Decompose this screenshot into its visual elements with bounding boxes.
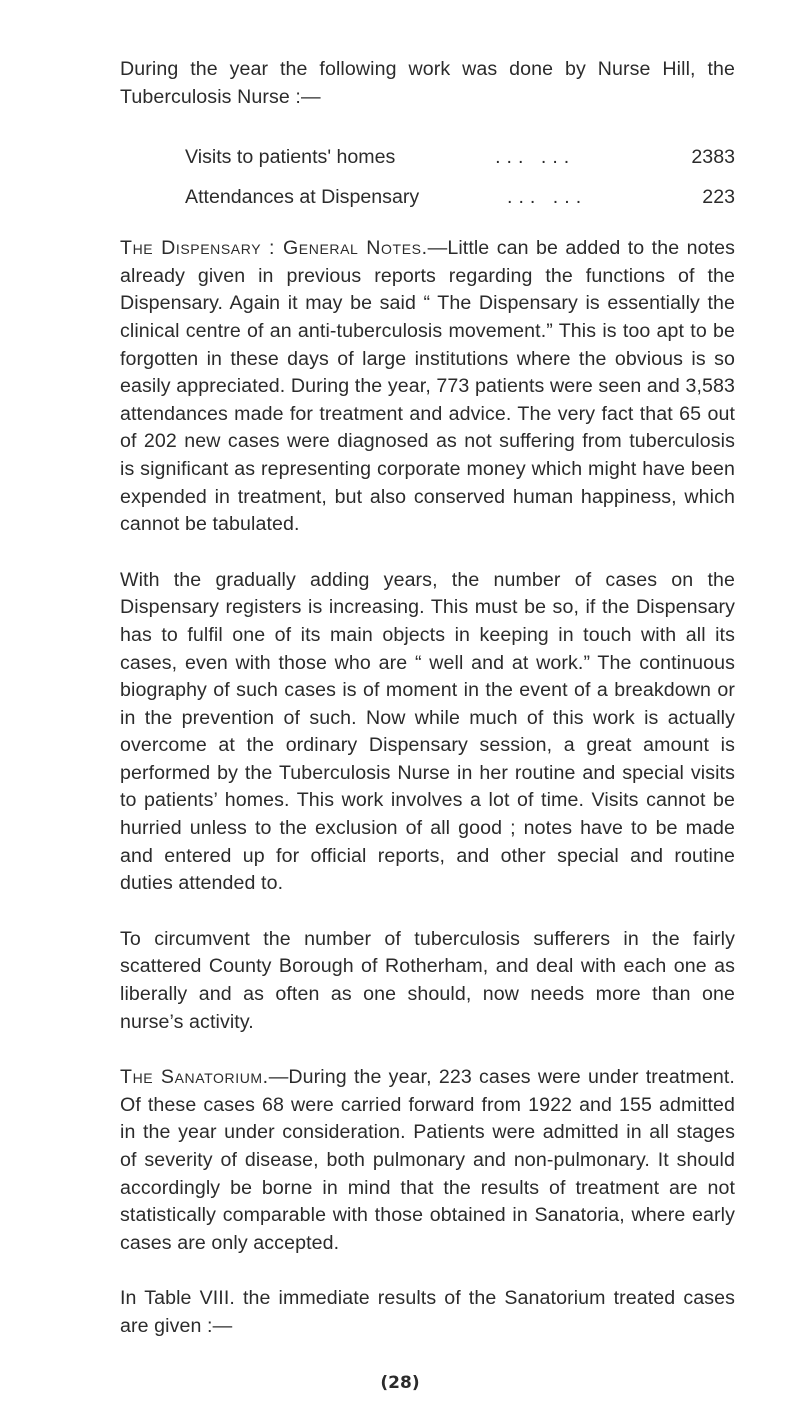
stat-label: Attendances at Dispensary (185, 186, 420, 209)
stat-value: 2383 (691, 146, 735, 169)
sanatorium-text: —During the year, 223 cases were under treatment. Of these cases 68 were carried forward from 1922 and 155 admitted in the year under consideration. Patients were admitted in all stages of severity of disease, both pulmonary and non-pulmonary. It should accordingly be borne in mind that the results of treatment are not statistically comparable with those obtained in Sanatoria, where early cases are only accepted. (120, 1066, 735, 1254)
stat-row-visits (185, 137, 735, 177)
circumvent-paragraph: To circumvent the number of tuberculosis sufferers in the fairly scattered County Borough of Rotherham, and deal with each one as liberally and as often as one should, now needs more than one nurse’s activity. (120, 927, 735, 1033)
stat-value: 223 (702, 186, 735, 209)
dispensary-paragraph (120, 235, 735, 539)
dispensary-heading: The Dispensary : General Notes. (120, 237, 428, 260)
registers-paragraph: With the gradually adding years, the number of cases on the Dispensary registers is increasing. This must be so, if the Dispensary has to fulfil one of its main objects in keeping in touch with all its cases, even with those who are “ well and at work.” The continuous biography of such cases is of moment in the event of a breakdown or in the prevention of such. Now while much of this work is actually overcome at the ordinary Dispensary session, a great amount is performed by the Tuberculosis Nurse in her routine and special visits to patients’ homes. This work involves a lot of time. Visits cannot be hurried unless to the exclusion of all good ; notes have to be made and entered up for official reports, and other special and routine duties attended to. (120, 568, 735, 895)
sanatorium-paragraph (120, 1064, 735, 1257)
table-reference-paragraph: In Table VIII. the immediate results of the Sanatorium treated cases are given :— (120, 1287, 735, 1337)
stat-leader-dots: ... ... (495, 146, 576, 169)
sanatorium-heading: The Sanatorium. (120, 1066, 269, 1089)
nurse-work-stats (185, 137, 735, 217)
dispensary-text: —Little can be added to the notes already given in previous reports regarding the functions of the Dispensary. Again it may be said “ The Dispensary is essentially the clinical centre of an anti-tuberculosis movement.” This is too apt to be forgotten in these days of large institutions where the obvious is so easily appreciated. During the year, 773 patients were seen and 3,583 attendances made for treatment and advice. The very fact that 65 out of 202 new cases were diagnosed as not suffering from tuberculosis is significant as representing corporate money which might have been expended in treatment, but also conserved human happiness, which cannot be tabulated. (120, 237, 736, 536)
page-number: (28) (380, 1372, 420, 1393)
intro-paragraph: During the year the following work was done by Nurse Hill, the Tuberculosis Nurse :— (120, 58, 735, 108)
document-page (120, 56, 735, 1393)
stat-row-attendances (185, 177, 735, 217)
stat-leader-dots: ... ... (507, 186, 588, 209)
stat-label: Visits to patients' homes (185, 146, 396, 169)
